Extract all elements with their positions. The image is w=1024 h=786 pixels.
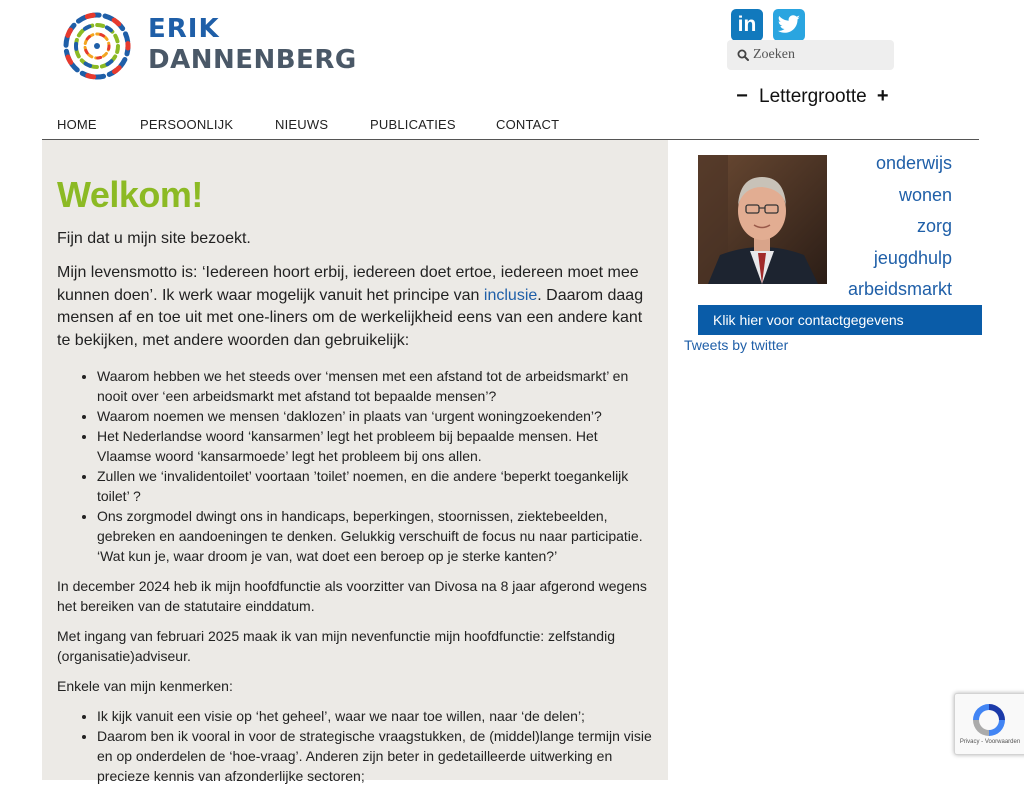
font-size-label: Lettergrootte: [759, 85, 867, 107]
recaptcha-footer[interactable]: Privacy - Voorwaarden: [959, 739, 1021, 745]
portrait-photo: [698, 155, 827, 284]
kenmerken-list: [57, 706, 654, 786]
main-nav: [42, 112, 979, 140]
list-item: • Het Nederlandse woord ‘kansarmen’ legt het probleem bij bepaalde mensen. Het Vlaamse woord ‘kansarmoede’ legt het probleem bij ons allen.: [97, 426, 654, 466]
list-item: • Waarom hebben we het steeds over ‘mensen met een afstand tot de arbeidsmarkt’ en nooit over ‘een arbeidsmarkt met afstand tot bepaalde mensen’?: [97, 366, 654, 406]
contact-button[interactable]: [698, 305, 982, 335]
intro-text: Fijn dat u mijn site bezoekt.: [57, 230, 251, 247]
kenmerken-title: Enkele van mijn kenmerken:: [57, 678, 233, 694]
logo-first-name: ERIK: [148, 14, 220, 44]
main-content: [42, 140, 668, 784]
inclusie-link[interactable]: inclusie: [483, 286, 538, 304]
logo-mark-icon: [55, 10, 139, 82]
site-logo[interactable]: [55, 10, 357, 82]
topic-arbeidsmarkt[interactable]: arbeidsmarkt: [847, 279, 952, 299]
social-links: [731, 9, 805, 41]
recaptcha-icon: [969, 700, 1009, 740]
search-input[interactable]: [753, 47, 883, 63]
nav-item-nieuws[interactable]: NIEUWS: [275, 117, 329, 132]
list-item: • Zullen we ‘invalidentoilet’ voortaan ’toilet’ noemen, en die andere ‘beperkt toegankelijk toilet’ ?: [97, 466, 654, 506]
motto-paragraph: [57, 262, 654, 352]
logo-last-name: DANNENBERG: [148, 45, 357, 75]
nav-item-contact[interactable]: CONTACT: [496, 117, 560, 132]
nav-item-publicaties[interactable]: PUBLICATIES: [370, 117, 456, 132]
logo-text: [148, 14, 357, 76]
list-item: • Waarom noemen we mensen ‘daklozen’ in plaats van ‘urgent woningzoekenden’?: [97, 406, 654, 426]
recaptcha-badge[interactable]: [954, 693, 1024, 755]
topic-zorg[interactable]: zorg: [916, 216, 952, 236]
twitter-bird-icon: [777, 15, 801, 35]
page-title: Welkom!: [57, 174, 203, 215]
linkedin-glyph: in: [737, 13, 757, 36]
font-decrease-button[interactable]: −: [736, 85, 748, 107]
topic-onderwijs[interactable]: onderwijs: [875, 153, 952, 173]
list-item: • Ik kijk vanuit een visie op ‘het geheel’, waar we naar toe willen, naar ‘de delen’;: [97, 706, 654, 726]
search-box: [727, 40, 894, 70]
topic-links: [838, 148, 952, 306]
portrait-image: [698, 155, 827, 284]
font-size-control: [735, 85, 890, 108]
list-item: • Daarom ben ik vooral in voor de strategische vraagstukken, de (middel)lange termijn visie en op onderdelen de ‘hoe-vraag’. Anderen zijn beter in gedetailleerde uitwerking en precieze kennis van afzonderlijke sectoren;: [97, 726, 654, 786]
font-increase-button[interactable]: +: [876, 85, 889, 107]
topic-jeugdhulp[interactable]: jeugdhulp: [873, 247, 952, 268]
motto-text-before: Mijn levensmotto is: ‘Iedereen hoort erbij, iedereen doet ertoe, iedereen moet mee kunnen doen’. Ik werk waar mogelijk vanuit het principe van: [57, 264, 639, 304]
search-icon[interactable]: [737, 49, 749, 61]
december-paragraph: In december 2024 heb ik mijn hoofdfunctie als voorzitter van Divosa na 8 jaar afgerond wegens het bereiken van de statutaire einddatum.: [57, 578, 647, 614]
februari-paragraph: Met ingang van februari 2025 maak ik van mijn nevenfunctie mijn hoofdfunctie: zelfstandig (organisatie)adviseur.: [57, 628, 615, 664]
oneliners-list: [57, 366, 654, 566]
nav-item-home[interactable]: HOME: [57, 117, 97, 132]
list-item: • Ons zorgmodel dwingt ons in handicaps, beperkingen, stoornissen, ziektebeelden, gebreken en aandoeningen te denken. Gelukkig verschuift de focus nu naar participatie. ‘Wat kun je, waar droom je van, wat doet een beroep op je sterke kanten?’: [97, 506, 654, 566]
nav-item-persoonlijk[interactable]: PERSOONLIJK: [140, 117, 234, 132]
linkedin-icon[interactable]: [731, 9, 763, 41]
topic-wonen[interactable]: wonen: [898, 184, 952, 205]
contact-button-label: Klik hier voor contactgegevens: [713, 312, 904, 328]
motto-text-after: . Daarom daag mensen af en toe uit met one-liners om de werkelijkheid eens van een andere kant te bekijken, met andere woorden dan gebruikelijk:: [57, 286, 644, 349]
twitter-icon[interactable]: [773, 9, 805, 41]
tweets-link[interactable]: Tweets by twitter: [684, 337, 789, 353]
